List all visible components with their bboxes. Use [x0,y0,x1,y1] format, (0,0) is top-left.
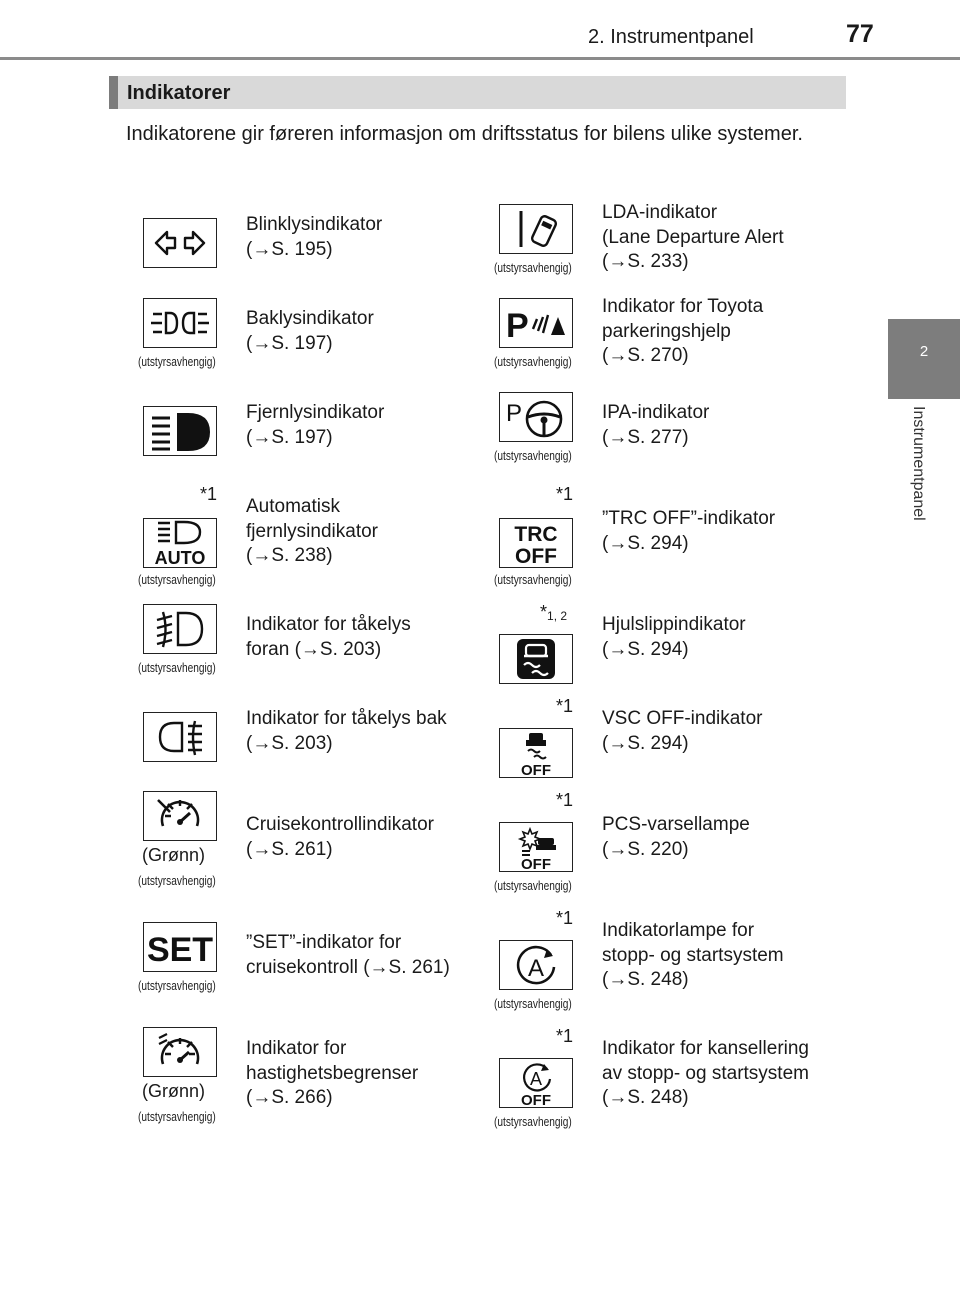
chapter-tab [888,319,960,399]
parking-p-letter: P [506,307,529,345]
desc-line: Indikator for Toyota [602,296,764,317]
slip-indicator-icon [499,634,573,684]
header-rule [0,57,960,60]
page-ref: (→S. 248) [602,1087,689,1108]
vsc-off-description [602,707,762,756]
trc-off-description [602,507,775,556]
desc-line: Indikator for [246,1038,347,1059]
optional-note: (utstyrsavhengig) [494,572,572,587]
section-heading [109,76,846,109]
page-ref: (→S. 197) [246,426,333,448]
desc-line: (Lane Departure Alert [602,226,784,248]
page-ref: (→S. 203) [246,732,333,754]
chapter-tab-label [909,406,937,556]
cruise-control-description [246,813,434,862]
parking-assist-icon [499,298,573,348]
rear-fog-description [246,707,447,756]
desc-line: IPA-indikator [602,402,710,423]
trc-off-icon [499,518,573,568]
desc-line: Cruisekontrollindikator [246,814,434,835]
parking-assist-description [602,295,763,369]
desc-line: ”SET”-indikator for [246,932,402,953]
footnote-marker: *1 [556,908,574,928]
optional-note: (utstyrsavhengig) [138,660,216,675]
ipa-icon [499,392,573,442]
chapter-tab-label-text: Instrumentpanel [910,406,927,521]
desc-line: Automatisk [246,496,340,517]
stop-start-description [602,919,784,993]
vsc-off-label: OFF [521,762,551,777]
footnote-marker: *1 [556,696,574,716]
stop-start-off-description [602,1037,809,1111]
stop-start-icon [499,940,573,990]
desc-line: VSC OFF-indikator [602,708,763,729]
desc-line: av stopp- og startsystem [602,1062,809,1084]
desc-line: PCS-varsellampe [602,814,750,835]
auto-label: AUTO [154,548,206,567]
cruise-set-description [246,931,450,980]
page-ref: (→S. 248) [602,969,689,990]
optional-note: (utstyrsavhengig) [494,354,572,369]
desc-line: stopp- og startsystem [602,944,784,966]
desc-line: LDA-indikator [602,202,718,223]
footnote-marker: *1 [556,1026,574,1046]
desc-line: Blinklysindikator [246,214,383,235]
optional-note: (utstyrsavhengig) [138,873,216,888]
footnote-marker: *1 [556,484,574,504]
trc-label: TRC [514,523,558,546]
page-ref: foran (→S. 203) [246,638,382,660]
desc-line: Indikatorlampe for [602,920,755,941]
footnote-numbers: 1, 2 [547,609,568,623]
auto-high-beam-icon [143,518,217,568]
pcs-off-label: OFF [521,856,551,871]
optional-note: (utstyrsavhengig) [138,1109,216,1124]
desc-line: Indikator for tåkelys [246,614,411,635]
page-ref: (→S. 294) [602,638,689,660]
stop-start-a-letter: A [527,955,545,982]
rear-fog-icon [143,712,217,762]
footnote-marker: *1 [556,790,574,810]
stop-start-off-a-letter: A [529,1069,543,1089]
page-ref: (→S. 233) [602,251,689,272]
desc-line: Baklysindikator [246,308,374,329]
tail-light-icon [143,298,217,348]
optional-note: (utstyrsavhengig) [138,572,216,587]
vsc-off-icon [499,728,573,778]
front-fog-icon [143,604,217,654]
slip-indicator-description [602,613,746,662]
pcs-warning-description [602,813,750,862]
chapter-title: 2. Instrumentpanel [588,26,754,48]
footnote-marker: $*_{1, 2}$ [540,602,568,623]
speed-limiter-icon [143,1027,217,1077]
optional-note: (utstyrsavhengig) [138,354,216,369]
turn-signal-description [246,213,382,262]
section-title: Indikatorer [127,82,231,104]
desc-line: Indikator for tåkelys bak [246,708,447,729]
desc-line: fjernlysindikator [246,520,378,542]
green-label: (Grønn) [142,1081,205,1101]
desc-line: Indikator for kansellering [602,1038,809,1059]
page-ref: (→S. 266) [246,1087,333,1108]
page-ref: cruisekontroll (→S. 261) [246,956,450,978]
chapter-tab-number: 2 [919,343,929,360]
optional-note: (utstyrsavhengig) [494,996,572,1011]
lda-icon [499,204,573,254]
tail-light-description [246,307,374,356]
high-beam-description [246,401,384,450]
set-label: SET [146,931,214,969]
ipa-description [602,401,709,450]
page-ref: (→S. 277) [602,426,689,448]
page-ref: (→S. 294) [602,532,689,554]
auto-high-beam-description [246,495,378,569]
page-ref: (→S. 270) [602,345,689,366]
ipa-p-letter: P [506,400,523,427]
optional-note: (utstyrsavhengig) [494,878,572,893]
intro-paragraph: Indikatorene gir føreren informasjon om driftsstatus for bilens ulike systemer. [126,123,803,145]
optional-note: (utstyrsavhengig) [494,448,572,463]
page-ref: (→S. 238) [246,545,333,566]
desc-line: parkeringshjelp [602,320,731,342]
speed-limiter-description [246,1037,418,1111]
desc-line: hastighetsbegrenser [246,1062,419,1084]
page-number: 77 [846,20,874,48]
cruise-set-icon [143,922,217,972]
desc-line: ”TRC OFF”-indikator [602,508,776,529]
desc-line: Hjulslippindikator [602,614,746,635]
page-ref: (→S. 220) [602,838,689,860]
desc-line: Fjernlysindikator [246,402,385,423]
pcs-warning-icon [499,822,573,872]
optional-note: (utstyrsavhengig) [494,1114,572,1129]
cruise-control-icon [143,791,217,841]
footnote-marker: *1 [200,484,218,504]
page-ref: (→S. 195) [246,238,333,260]
page-ref: (→S. 294) [602,732,689,754]
front-fog-description [246,613,411,662]
optional-note: (utstyrsavhengig) [138,978,216,993]
trc-off-label: OFF [515,545,557,567]
lda-description [602,201,784,275]
turn-signal-icon [143,218,217,268]
page-ref: (→S. 197) [246,332,333,354]
stop-start-off-icon [499,1058,573,1108]
optional-note: (utstyrsavhengig) [494,260,572,275]
stop-start-off-label: OFF [521,1092,551,1107]
page-ref: (→S. 261) [246,838,333,860]
green-label: (Grønn) [142,845,205,865]
high-beam-icon [143,406,217,456]
